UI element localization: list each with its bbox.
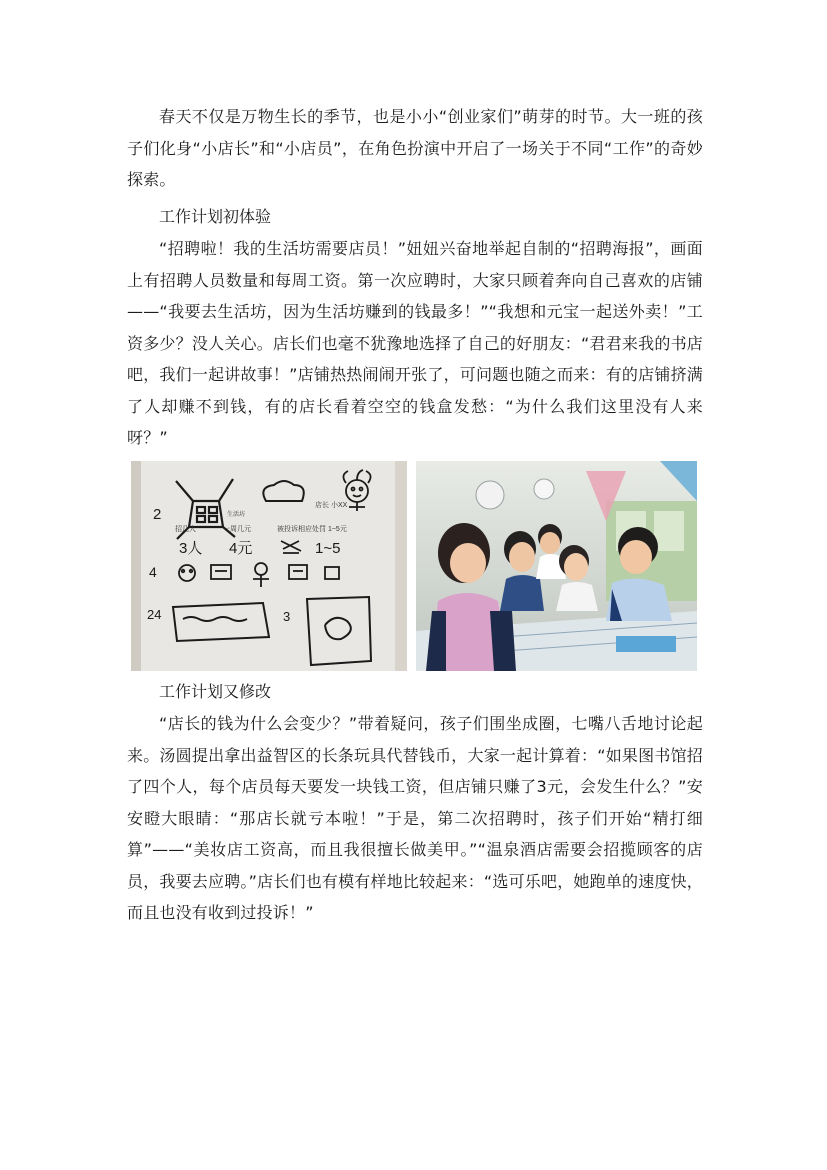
poster-number-4: 4 — [149, 564, 157, 580]
poster-label-week: 一周几元 — [223, 526, 251, 533]
recruitment-poster-photo — [131, 461, 407, 671]
poster-value-range: 1~5 — [315, 540, 341, 557]
poster-number-24: 24 — [147, 607, 162, 622]
classroom-scene — [416, 461, 697, 671]
section-heading-first-experience: 工作计划初体验 — [159, 207, 272, 226]
poster-label-manager: 店长 小XX — [315, 502, 348, 509]
poster-label-hire: 招几人 — [175, 526, 196, 533]
section2-paragraph: “店长的钱为什么会变少？”带着疑问，孩子们围坐成圈，七嘴八舌地讨论起来。汤圆提出拿出益智区的长条玩具代替钱币，大家一起计算着：“如果图书馆招了四个人，每个店员每天要发一块钱工资，但店铺只赚了3元，会发生什么？”安安瞪大眼睛：“那店长就亏本啦！”于是，第二次招聘时，孩子们开始“精打细算”——“美妆店工资高，而且我很擅长做美甲。”“温泉酒店需要会招揽顾客的店员，我要去应聘。”店长们也有模有样地比较起来：“选可乐吧，她跑单的速度快，而且也没有收到过投诉！” — [127, 714, 703, 922]
poster-value-people: 3人 — [179, 540, 203, 557]
poster-label-shop: 生活坊 — [227, 512, 246, 518]
children-classroom-photo — [416, 461, 697, 671]
poster-number-2: 2 — [153, 506, 162, 523]
section-heading-plan-revised: 工作计划又修改 — [159, 682, 272, 701]
intro-paragraph: 春天不仅是万物生长的季节，也是小小“创业家们”萌芽的时节。大一班的孩子们化身“小店长”和“小店员”，在角色扮演中开启了一场关于不同“工作”的奇妙探索。 — [127, 107, 703, 189]
section1-paragraph: “招聘啦！我的生活坊需要店员！”妞妞兴奋地举起自制的“招聘海报”，画面上有招聘人员数量和每周工资。第一次应聘时，大家只顾着奔向自己喜欢的店铺——“我要去生活坊，因为生活坊赚到的钱最多！”“我想和元宝一起送外卖！”工资多少？没人关心。店长们也毫不犹豫地选择了自己的好朋友：“君君来我的书店吧，我们一起讲故事！”店铺热热闹闹开张了，可问题也随之而来：有的店铺挤满了人却赚不到钱，有的店长看着空空的钱盒发愁：“为什么我们这里没有人来呀？” — [127, 239, 703, 447]
poster-drawing — [131, 461, 407, 671]
poster-value-money: 4元 — [229, 540, 253, 557]
poster-number-3: 3 — [283, 609, 291, 624]
poster-label-rules: 被投诉相应处罚 1~5元 — [277, 526, 347, 533]
